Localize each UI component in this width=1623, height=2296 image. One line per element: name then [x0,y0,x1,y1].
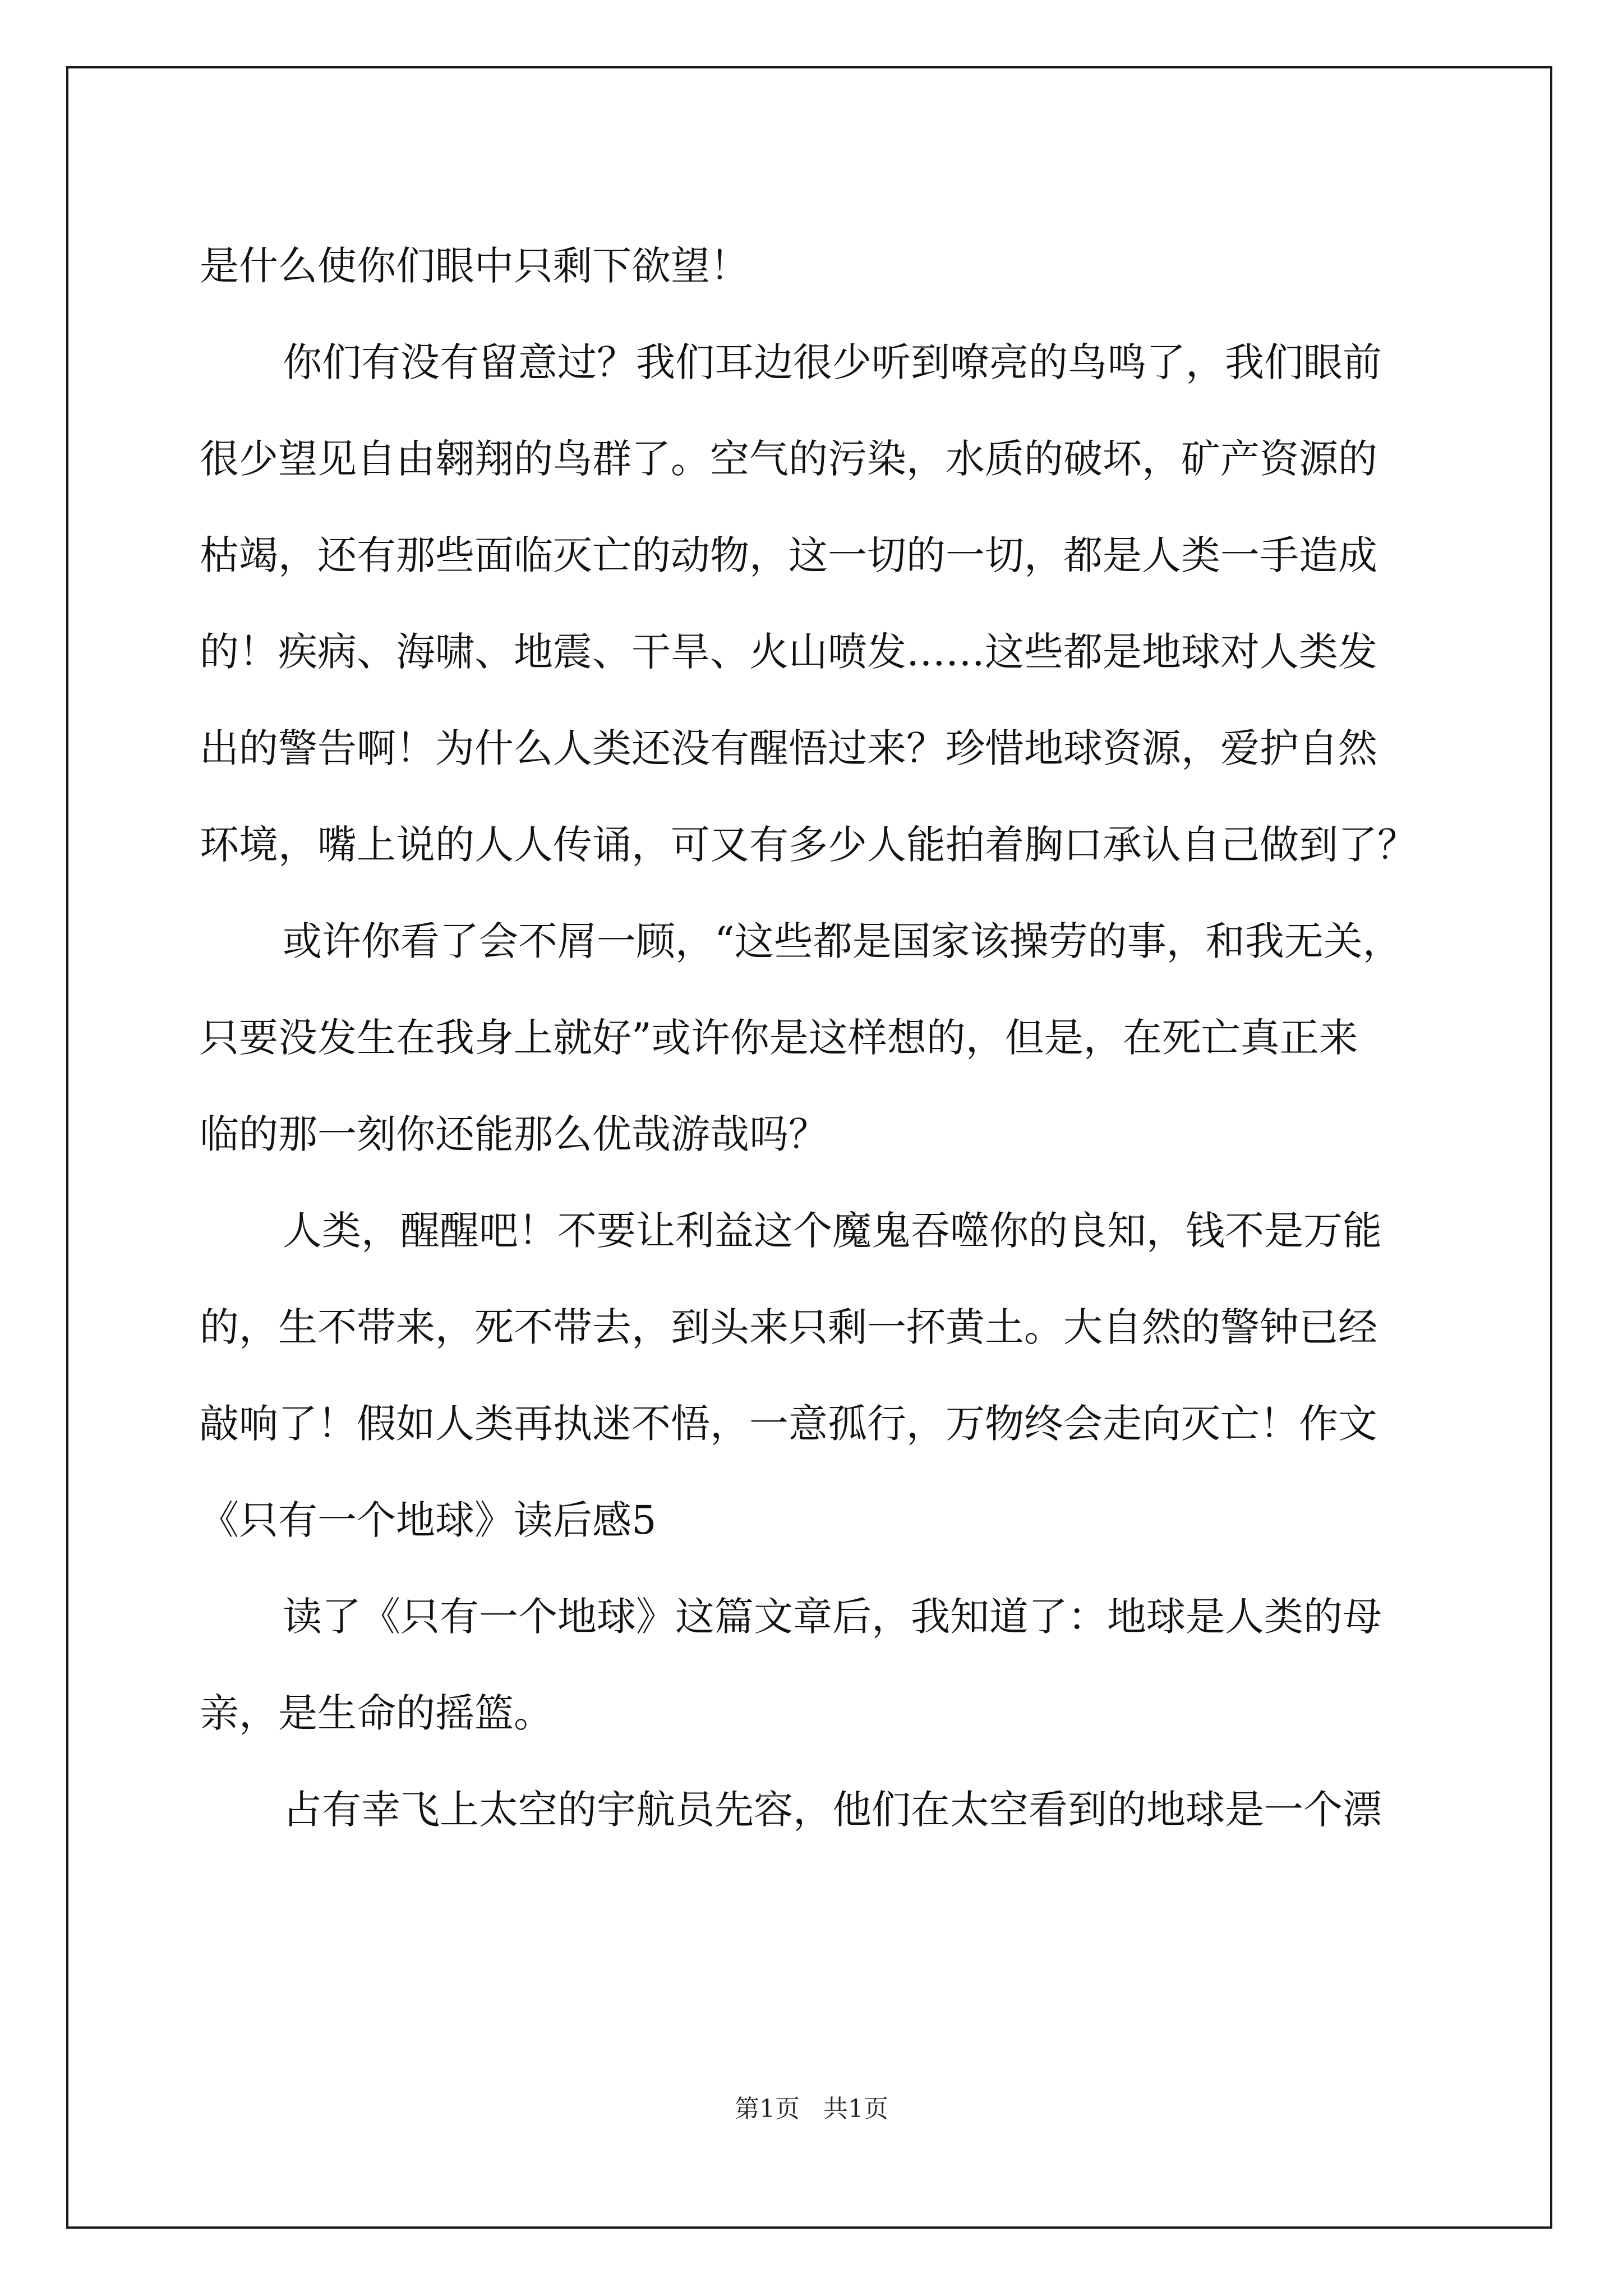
text-line: 亲，是生命的摇篮。 [200,1690,553,1736]
text-line: 很少望见自由翱翔的鸟群了。空气的污染，水质的破坏，矿产资源的 [200,436,1377,482]
text-line: 出的警告啊！为什么人类还没有醒悟过来？珍惜地球资源，爱护自然 [200,725,1377,771]
text-line: 读了《只有一个地球》这篇文章后，我知道了：地球是人类的母 [283,1594,1382,1640]
text-line: 只要没发生在我身上就好”或许你是这样想的，但是，在死亡真正来 [200,1015,1358,1061]
text-line: 《只有一个地球》读后感5 [200,1497,657,1543]
text-line: 是什么使你们眼中只剩下欲望！ [200,243,749,289]
text-line: 环境，嘴上说的人人传诵，可又有多少人能拍着胸口承认自己做到了？ [200,822,1417,868]
text-line: 的！疾病、海啸、地震、干旱、火山喷发……这些都是地球对人类发 [200,629,1377,675]
text-line: 你们有没有留意过？我们耳边很少听到嘹亮的鸟鸣了，我们眼前 [283,339,1382,385]
document-body [200,218,1433,1858]
text-line: 枯竭，还有那些面临灭亡的动物，这一切的一切，都是人类一手造成 [200,532,1377,578]
text-line: 人类，醒醒吧！不要让利益这个魔鬼吞噬你的良知，钱不是万能 [283,1208,1382,1254]
page-footer [0,2092,1623,2126]
text-line: 临的那一刻你还能那么优哉游哉吗？ [200,1111,828,1157]
text-line: 占有幸飞上太空的宇航员先容，他们在太空看到的地球是一个漂 [283,1787,1382,1833]
page-total: 共1页 [823,2095,888,2123]
page-number: 第1页 [735,2095,800,2123]
text-line: 的，生不带来，死不带去，到头来只剩一抔黄土。大自然的警钟已经 [200,1304,1377,1350]
text-line: 敲响了！假如人类再执迷不悟，一意孤行，万物终会走向灭亡！作文 [200,1401,1377,1447]
text-line: 或许你看了会不屑一顾，“这些都是国家该操劳的事，和我无关， [283,918,1402,964]
